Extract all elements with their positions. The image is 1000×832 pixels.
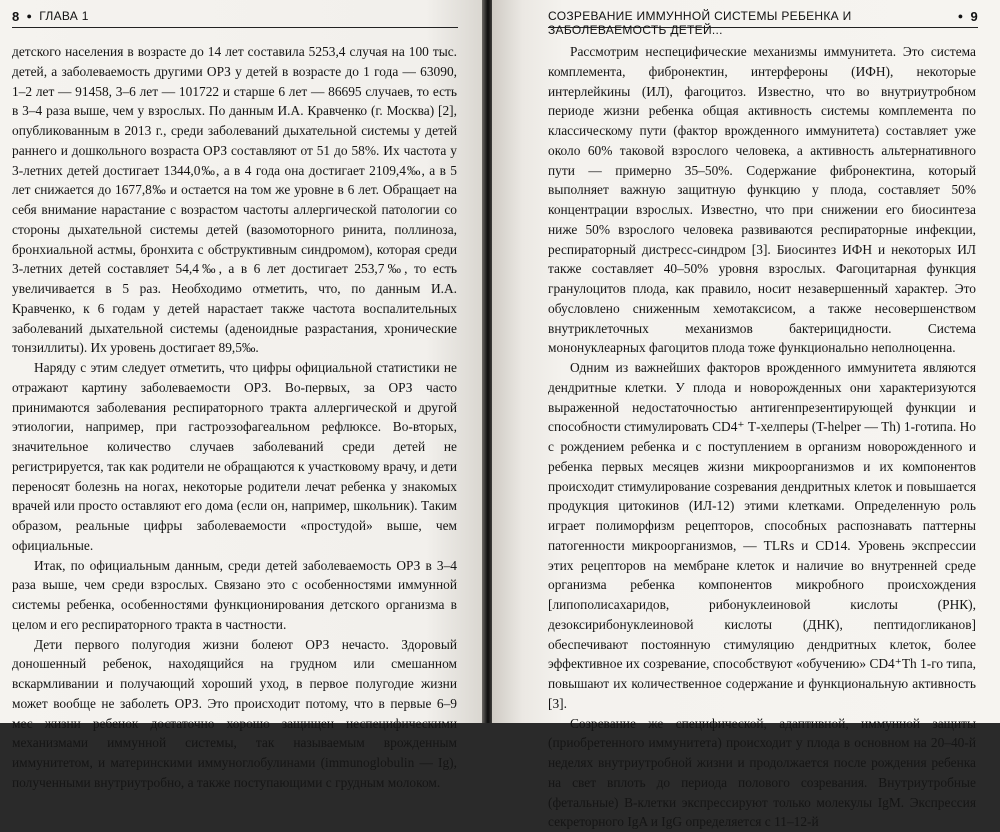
paragraph: Наряду с этим следует отметить, что цифры официальной статистики не отражают картину заболеваемости ОРЗ. Во-первых, за ОРЗ часто принимаются заболевания респираторного тракта аллергической и другой этиологии, например, при гастроэзофагеальном рефлюксе. Во-вторых, значительное количество случаев заболеваний среди детей не регистрируется, так как родители не обращаются к участковому врачу, и дети переносят болезнь на ногах, некоторые родители лечат ребенка у знакомых врачей или просто оставляют его дома (если он, например, школьник). Таким образом, реальные цифры заболеваемости «простудой» выше, чем официальные. xyxy=(12,358,457,556)
running-head-right xyxy=(548,9,978,35)
paragraph: Итак, по официальным данным, среди детей заболеваемость ОРЗ в 3–4 раза выше, чем среди взрослых. Связано это с особенностями иммунной системы ребенка, особенностями функционирования детского организма в целом и его респираторного тракта в частности. xyxy=(12,556,457,635)
left-page xyxy=(0,0,484,723)
page-number-left: 8 xyxy=(12,9,20,24)
paragraph: Созревание же специфической, адаптивной, иммунной защиты (приобретенного иммунитета) происходит у плода в основном на 20–40-й неделях внутриутробной жизни и продолжается после рождения ребенка на свет вплоть до периода полового созревания. Внутриутробные (фетальные) В-клетки экспрессируют только молекулы IgM. Экспрессия секреторного IgA и IgG определяется с 11–12-й xyxy=(548,714,976,832)
paragraph: Рассмотрим неспецифические механизмы иммунитета. Это система комплемента, фибронектин, интерфероны (ИФН), некоторые интерлейкины (ИЛ), фагоцитоз. Известно, что во внутриутробном периоде жизни ребенка общая активность системы комплемента по классическому пути (фактор врожденного иммунитета) составляет уже около 60% таковой взрослого человека, а активность альтернативного пути — примерно 35–50%. Содержание фибронектина, который выполняет важную защитную функцию у плода, составляет 50% концентрации взрослых. Известно, что при снижении его биосинтеза ниже 50% взрослого человека развиваются респираторные инфекции, респираторный дистресс-синдром [3]. Биосинтез ИФН и некоторых ИЛ также составляет 40–50% уровня взрослых. Фагоцитарная функция гранулоцитов плода, как правило, носит незавершенный характер. Это обусловлено сниженным хемотаксисом, а также несовершенством внутриклеточных механизмов бактерицидности. Система мононуклеарных фагоцитов плода тоже функционально неполноценна. xyxy=(548,42,976,358)
bullet-icon: ● xyxy=(27,11,33,21)
paragraph: детского населения в возрасте до 14 лет составила 5253,4 случая на 100 тыс. детей, а заболеваемость другими ОРЗ у детей в возрасте до 1 года — 63090, 1–2 лет — 91458, 3–6 лет — 101722 и старше 6 лет — 86695 случаев, то есть в 3–4 раза выше, чем у взрослых. По данным И.А. Кравченко (г. Москва) [2], опубликованным в 2013 г., среди заболеваний дыхательной системы у детей раннего и дошкольного возраста ОРЗ составляют от 51 до 58%. Их частота у 3-летних детей достигает 1344,0‰, а в 4 года она достигает 2109,4‰, а в 5 лет снижается до 1677,8‰ и остается на том же уровне в 6 лет. Обращает на себя внимание нарастание с возрастом частоты аллергической патологии со стороны дыхательной системы детей (вазомоторного ринита, поллиноза, бронхиальной астмы, бронхита с обструктивным синдромом), которая среди 3-летних детей составляет 54,4‰, а в 6 лет достигает 253,7‰, то есть увеличивается в 5 раз. Необходимо отметить, что, по данным И.А. Кравченко, к 6 годам у детей нарастает также частота воспалительных заболеваний дыхательной системы (аденоидные разрастания, хронические тонзиллиты). Их уровень достигает 89,5‰. xyxy=(12,42,457,358)
paragraph: Одним из важнейших факторов врожденного иммунитета являются дендритные клетки. У плода и новорожденных они характеризуются выраженной недостаточностью антигенпрезентирующей функции и способности стимулировать CD4⁺ Т-хелперы (T-helper — Th) 1-готипа. Но с рождением ребенка и с поступлением в организм новорожденного и ребенка первых месяцев жизни микроорганизмов и их компонентов происходит стимулирование созревания дендритных клеток и повышается продукция цитокинов (ИЛ-12) этими клетками. Определенную роль играет полиморфизм рецепторов, способных распознавать паттерны патогенности микроорганизмов, — TLRs и CD14. Уровень экспрессии этих рецепторов на мембране клеток и наличие во внутренней среде организма ребенка компонентов микробного происхождения [липополисахаридов, рибонуклеиновой кислоты (РНК), дезоксирибонуклеиновой кислоты (ДНК), пептидогликанов] обеспечивают постоянную стимуляцию дендритных клеток, более эффективное их созревание, способствуют «обучению» CD4⁺Th 1-го типа, повышают их количественное содержание и функциональную активность [3]. xyxy=(548,358,976,714)
page-number-right: 9 xyxy=(970,9,978,24)
bullet-icon: ● xyxy=(958,11,964,21)
header-rule-left xyxy=(12,27,458,28)
right-page xyxy=(492,0,1000,723)
chapter-title: ГЛАВА 1 xyxy=(39,9,88,23)
section-title: СОЗРЕВАНИЕ ИММУННОЙ СИСТЕМЫ РЕБЕНКА И ЗАБОЛЕВАЕМОСТЬ ДЕТЕЙ... xyxy=(548,9,951,37)
paragraph: Дети первого полугодия жизни болеют ОРЗ нечасто. Здоровый доношенный ребенок, находящийся на грудном или смешанном вскармливании и получающий хороший уход, в первое полугодие жизни может вообще не заболеть ОРЗ. Это происходит потому, что в первые 6–9 мес жизни ребенок достаточно хорошо защищен неспецифическими механизмами иммунной системы, так называемым врожденным иммунитетом, и материнскими иммуноглобулинами (immunoglobulin — Ig), полученными внутриутробно, а также поступающими с грудным молоком. xyxy=(12,635,457,793)
left-page-body xyxy=(12,42,457,793)
right-page-body xyxy=(548,42,976,832)
running-head-left xyxy=(12,9,458,35)
header-rule-right xyxy=(548,27,978,28)
